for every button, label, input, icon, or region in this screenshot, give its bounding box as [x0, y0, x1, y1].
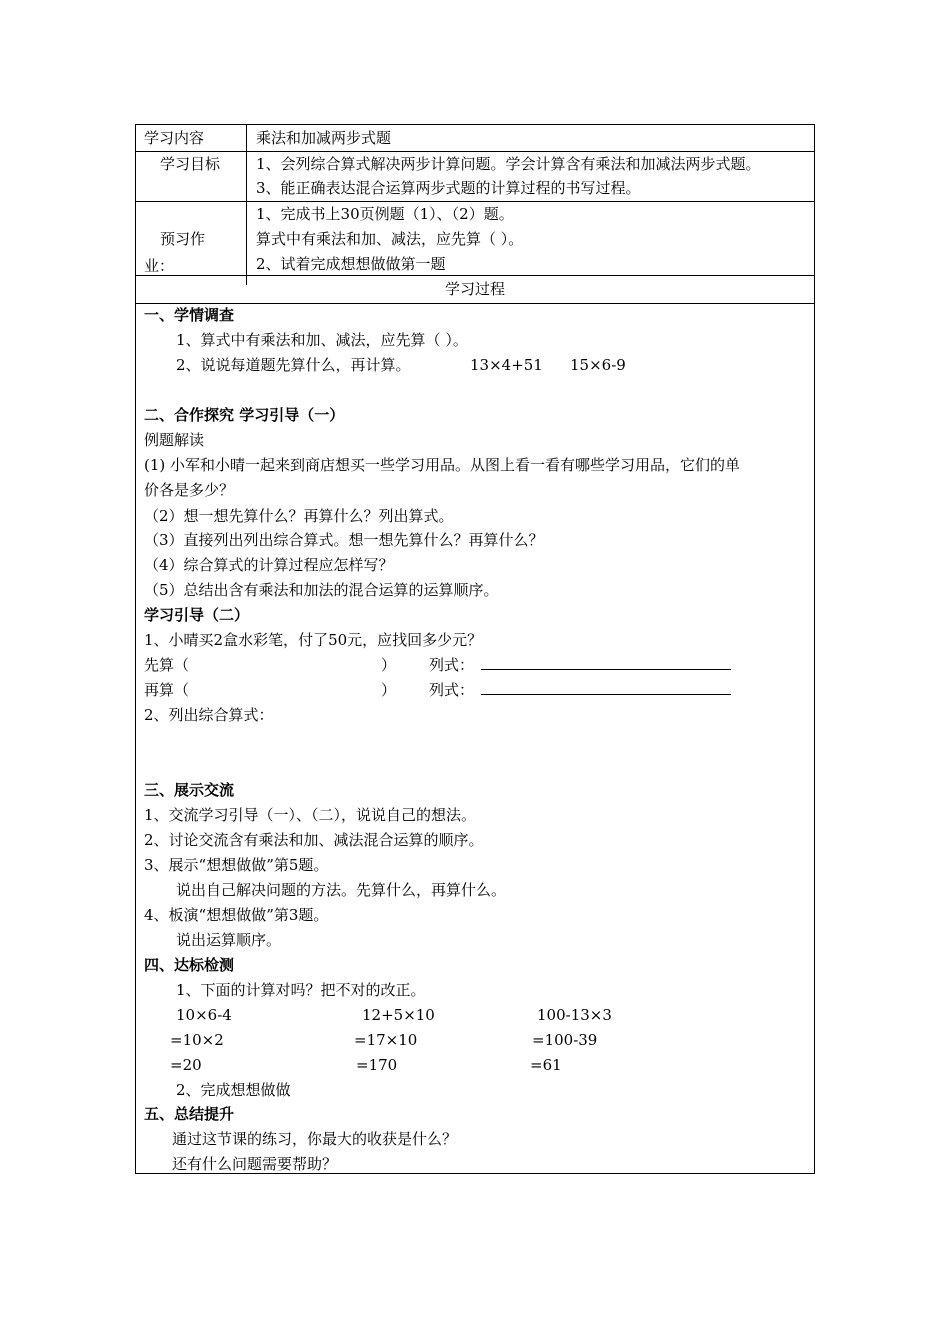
- content-value: 乘法和加减两步式题: [256, 129, 392, 147]
- sec3-line: 4、板演“想想做做”第3题。: [144, 906, 329, 924]
- content-label: 学习内容: [144, 129, 205, 147]
- guide-2-question: 2、列出综合算式：: [144, 706, 274, 724]
- column-divider: [246, 125, 247, 285]
- sec2-subtitle: 例题解读: [144, 431, 205, 449]
- preview-label: 业：: [144, 257, 175, 275]
- row-divider: [136, 303, 814, 304]
- calc-col-3: =100-39: [532, 1031, 598, 1049]
- process-title: 学习过程: [444, 280, 505, 298]
- guide-2-title: 学习引导（二）: [144, 606, 250, 624]
- sec4-line: 1、下面的计算对吗？把不对的改正。: [176, 981, 426, 999]
- sec1-line: 1、算式中有乘法和加、减法，应先算（ ）。: [176, 331, 468, 349]
- calc-col-1: =10×2: [170, 1031, 224, 1049]
- preview-line: 2、试着完成想想做做第一题: [256, 255, 446, 273]
- section-2-title: 二、合作探究 学习引导（一）: [144, 406, 345, 424]
- sec2-question: (1) 小军和小晴一起来到商店想买一些学习用品。从图上看一看有哪些学习用品，它们的单: [144, 456, 741, 474]
- formula-label: 列式：: [429, 656, 475, 674]
- sec2-question: （5）总结出含有乘法和加法的混合运算的运算顺序。: [144, 581, 499, 599]
- sec1-expr: 13×4+51: [470, 356, 543, 374]
- calc-col-2: 12+5×10: [362, 1006, 435, 1024]
- preview-label: 预习作: [160, 230, 206, 248]
- sec1-line: 2、说说每道题先算什么，再计算。: [176, 356, 411, 374]
- calc-col-2: =170: [356, 1056, 398, 1074]
- calc-col-2: =17×10: [354, 1031, 418, 1049]
- sec3-line: 说出运算顺序。: [176, 931, 282, 949]
- sec2-question: （4）综合算式的计算过程应怎样写？: [144, 556, 394, 574]
- sec3-line: 说出自己解决问题的方法。先算什么，再算什么。: [176, 881, 507, 899]
- row-divider: [136, 151, 814, 152]
- sec5-line: 通过这节课的练习，你最大的收获是什么？: [172, 1130, 458, 1148]
- preview-line: 1、完成书上30页例题（1）、（2）题。: [256, 205, 514, 223]
- section-1-title: 一、学情调查: [144, 306, 235, 324]
- guide-2-question: 1、小晴买2盒水彩笔，付了50元，应找回多少元？: [144, 631, 483, 649]
- calc-col-1: =20: [170, 1056, 202, 1074]
- goal-line: 1、会列综合算式解决两步计算问题。学会计算含有乘法和加减法两步式题。: [256, 155, 761, 173]
- then-calc-label: 再算（: [144, 681, 190, 699]
- row-divider: [136, 201, 814, 202]
- sec4-line: 2、完成想想做做: [176, 1081, 291, 1099]
- first-calc-label: 先算（: [144, 656, 190, 674]
- formula-blank[interactable]: [481, 655, 731, 675]
- formula-blank[interactable]: [481, 680, 731, 700]
- calc-col-3: =61: [530, 1056, 562, 1074]
- preview-line: 算式中有乘法和加、减法，应先算（ ）。: [256, 230, 524, 248]
- section-4-title: 四、达标检测: [144, 956, 235, 974]
- close-paren: ）: [381, 681, 397, 699]
- sec2-question: （3）直接列出列出综合算式。想一想先算什么？再算什么？: [144, 531, 544, 549]
- close-paren: ）: [381, 656, 397, 674]
- sec2-question: （2）想一想先算什么？再算什么？列出算式。: [144, 507, 454, 525]
- row-divider: [136, 275, 814, 276]
- goal-label: 学习目标: [160, 155, 221, 173]
- calc-col-1: 10×6-4: [176, 1006, 232, 1024]
- section-5-title: 五、总结提升: [144, 1105, 235, 1123]
- section-3-title: 三、展示交流: [144, 781, 235, 799]
- sec3-line: 3、展示“想想做做”第5题。: [144, 856, 329, 874]
- sec3-line: 1、交流学习引导（一）、（二），说说自己的想法。: [144, 806, 477, 824]
- sec3-line: 2、讨论交流含有乘法和加、减法混合运算的顺序。: [144, 831, 484, 849]
- formula-label: 列式：: [429, 681, 475, 699]
- goal-line: 3、能正确表达混合运算两步式题的计算过程的书写过程。: [256, 179, 641, 197]
- lesson-plan-table: [135, 124, 815, 1174]
- calc-col-3: 100-13×3: [537, 1006, 612, 1024]
- sec5-line: 还有什么问题需要帮助？: [172, 1155, 338, 1173]
- sec2-question: 价各是多少？: [144, 481, 235, 499]
- sec1-expr: 15×6-9: [570, 356, 626, 374]
